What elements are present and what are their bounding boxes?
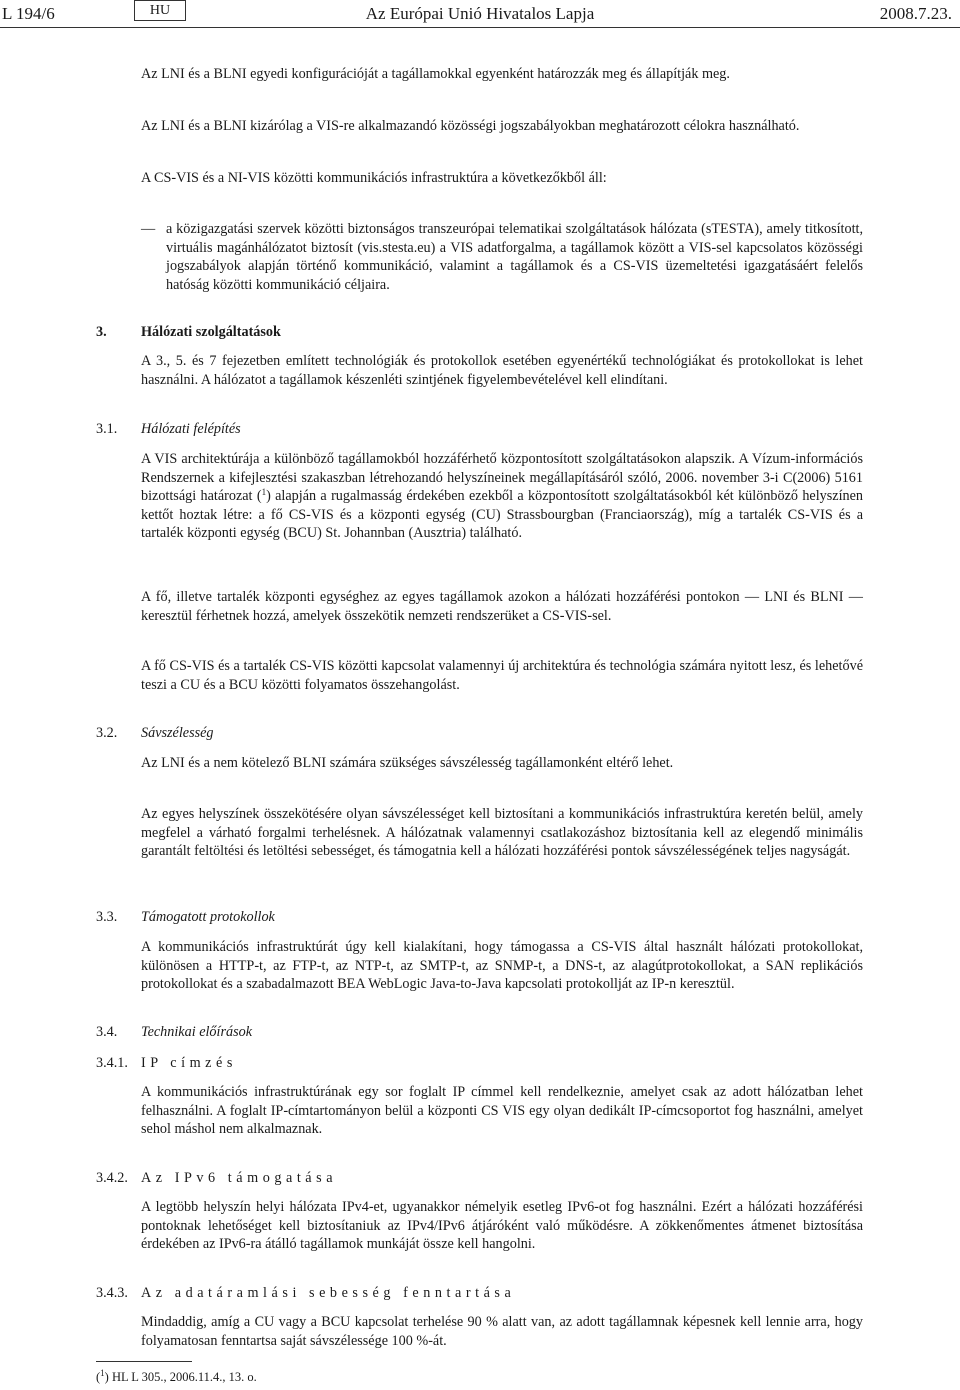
section-number: 3.3.: [96, 909, 118, 925]
section-number: 3.4.: [96, 1024, 118, 1040]
section-title: Támogatott protokollok: [141, 909, 275, 925]
section-paragraph: A kommunikációs infrastruktúrának egy sor foglalt IP címmel kell rendelkeznie, amelyet csak az adott hálózatban lehet felhasználni. A foglalt IP-címtartományon belül a központi CS VIS egy olyan dedikált IP-címcsoportot fog használni, amelyet sehol máshol nem alkalmaznak.: [141, 1084, 863, 1137]
language-badge: HU: [134, 0, 186, 21]
paragraph-lni-usage: Az LNI és a BLNI kizárólag a VIS-re alkalmazandó közösségi jogszabályokban meghatározott célokra használható.: [141, 118, 800, 134]
section-title: Az IPv6 támogatása: [141, 1170, 338, 1186]
header-divider: [0, 27, 960, 28]
footnote-text: HL L 305., 2006.11.4., 13. o.: [111, 1370, 257, 1384]
section-paragraph: A fő, illetve tartalék központi egységhez az egyes tagállamok azokon a hálózati hozzáférési pontokon — LNI és BLNI — keresztül férhetnek hozzá, amelyek összekötik nemzeti rendszerüket a CS-VIS-sel.: [141, 589, 863, 624]
list-item-text: a közigazgatási szervek közötti biztonságos transzeurópai telematikai szolgáltatások hálózata (sTESTA), amely titkosított, virtuális magánhálózatot biztosít (vis.stesta.eu) a VIS adatforgalma, a tagállamok között a VIS-sel kapcsolatos közösségi jogszabályok alapján történő kommunikáció, valamint a tagállamok és a CS-VIS üzemeltetési igazgatásáért felelős hatóság közötti kommunikáció céljaira.: [166, 221, 863, 293]
footnote-divider: [96, 1361, 192, 1362]
paragraph-infrastructure-intro: A CS-VIS és a NI-VIS közötti kommunikációs infrastruktúra a következőkből áll:: [141, 170, 607, 186]
page-header: [0, 0, 960, 32]
section-number: 3.4.3.: [96, 1285, 128, 1301]
section-title: Az adatáramlási sebesség fenntartása: [141, 1285, 516, 1301]
footnote-marker: 1: [100, 1368, 105, 1378]
footnote-reference: 1: [261, 487, 267, 497]
section-number: 3.4.1.: [96, 1055, 128, 1071]
section-paragraph: Az egyes helyszínek összekötésére olyan sávszélességet kell biztosítani a kommunikációs infrastruktúra keretén belül, amely megfelel a várható forgalmi terhelésnek. A hálózatnak valamennyi csatlakozáshoz biztosítania kell az elegendő minimális garantált feltöltési és letöltési sebességet, és támogatnia kell a hálózati hozzáférési pontok sávszélességének teljes nagyságát.: [141, 806, 863, 859]
section-title: IP címzés: [141, 1055, 237, 1071]
journal-title: Az Európai Unió Hivatalos Lapja: [365, 4, 595, 23]
section-paragraph: Az LNI és a nem kötelező BLNI számára szükséges sávszélesség tagállamonként eltérő lehet.: [141, 755, 674, 771]
section-paragraph: A fő CS-VIS és a tartalék CS-VIS közötti kapcsolat valamennyi új architektúra és technológia számára nyitott lesz, és lehetővé teszi a CU és a BCU közötti folyamatos összehangolást.: [141, 658, 863, 693]
paragraph-text: ) alapján a rugalmasság érdekében ezekből a központosított szolgáltatásokból két különböző helyszínen kettőt hoztak létre: a fő CS-VIS és a központi egység (CU) Strassbourgban (Franciaország), míg a tartalék CS-VIS és a tartalék központi egység (BCU) St. Johannban (Ausztria) található.: [141, 488, 864, 541]
section-paragraph: A 3., 5. és 7 fejezetben említett technológiák és protokollok esetében egyenértékű technológiákat és protokollokat is lehet használni. A hálózatot a tagállamok készenléti szintjének figyelembevételével kell elindítani.: [141, 353, 863, 388]
page-reference: L 194/6: [2, 4, 55, 23]
section-paragraph: Mindaddig, amíg a CU vagy a BCU kapcsolat terhelése 90 % alatt van, az adott tagállamnak képesnek kell lennie arra, hogy folyamatosan fenntartsa saját sávszélessége 100 %-át.: [141, 1314, 863, 1349]
paragraph-text: A VIS architektúrája a különböző tagállamokból hozzáférhető központosított szolgáltatásokon alapszik. A Vízum-információs Rendszernek a kifejlesztési szakaszban létrehozandó helyszíneinek megállapításáról szóló, 2006. november 3-i C(2006) 5161 bizottsági határozat (: [141, 451, 863, 504]
footnote-paren: (: [96, 1370, 101, 1384]
section-title: Technikai előírások: [141, 1024, 252, 1040]
section-paragraph: A legtöbb helyszín helyi hálózata IPv4-et, ugyanakkor némelyik esetleg IPv6-ot fog használni. Ezért a hálózati hozzáférési pontoknak lehetőséget kell biztosítaniuk az IPv4/IPv6 átjáróként való működésre. A zökkenőmentes átmenet biztosítása érdekében az IPv6-ra átálló tagállamok munkáját össze kell hangolni.: [141, 1199, 863, 1252]
section-title: Hálózati felépítés: [141, 421, 241, 437]
list-dash: —: [141, 221, 156, 237]
section-number: 3.1.: [96, 421, 118, 437]
section-number: 3.: [96, 324, 107, 340]
section-paragraph: A kommunikációs infrastruktúrát úgy kell kialakítani, hogy támogassa a CS-VIS által használt hálózati protokollokat, különösen a HTTP-t, az FTP-t, az NTP-t, az SMTP-t, az SNMP-t, a DNS-t, az alagútprotokollokat, a SAN replikációs protokollokat és a szabadalmazott BEA WebLogic Java-to-Java kapcsolati protokollját az IP-n keresztül.: [141, 939, 863, 992]
section-paragraph: [141, 450, 863, 543]
section-number: 3.2.: [96, 725, 118, 741]
footnote-paren: ): [104, 1370, 109, 1384]
section-number: 3.4.2.: [96, 1170, 128, 1186]
section-title: Hálózati szolgáltatások: [141, 324, 281, 340]
footnote: [96, 1368, 257, 1387]
section-title: Sávszélesség: [141, 725, 214, 741]
paragraph-lni-config: Az LNI és a BLNI egyedi konfigurációját a tagállamokkal egyenként határozzák meg és állapítják meg.: [141, 66, 730, 82]
publication-date: 2008.7.23.: [879, 4, 952, 23]
